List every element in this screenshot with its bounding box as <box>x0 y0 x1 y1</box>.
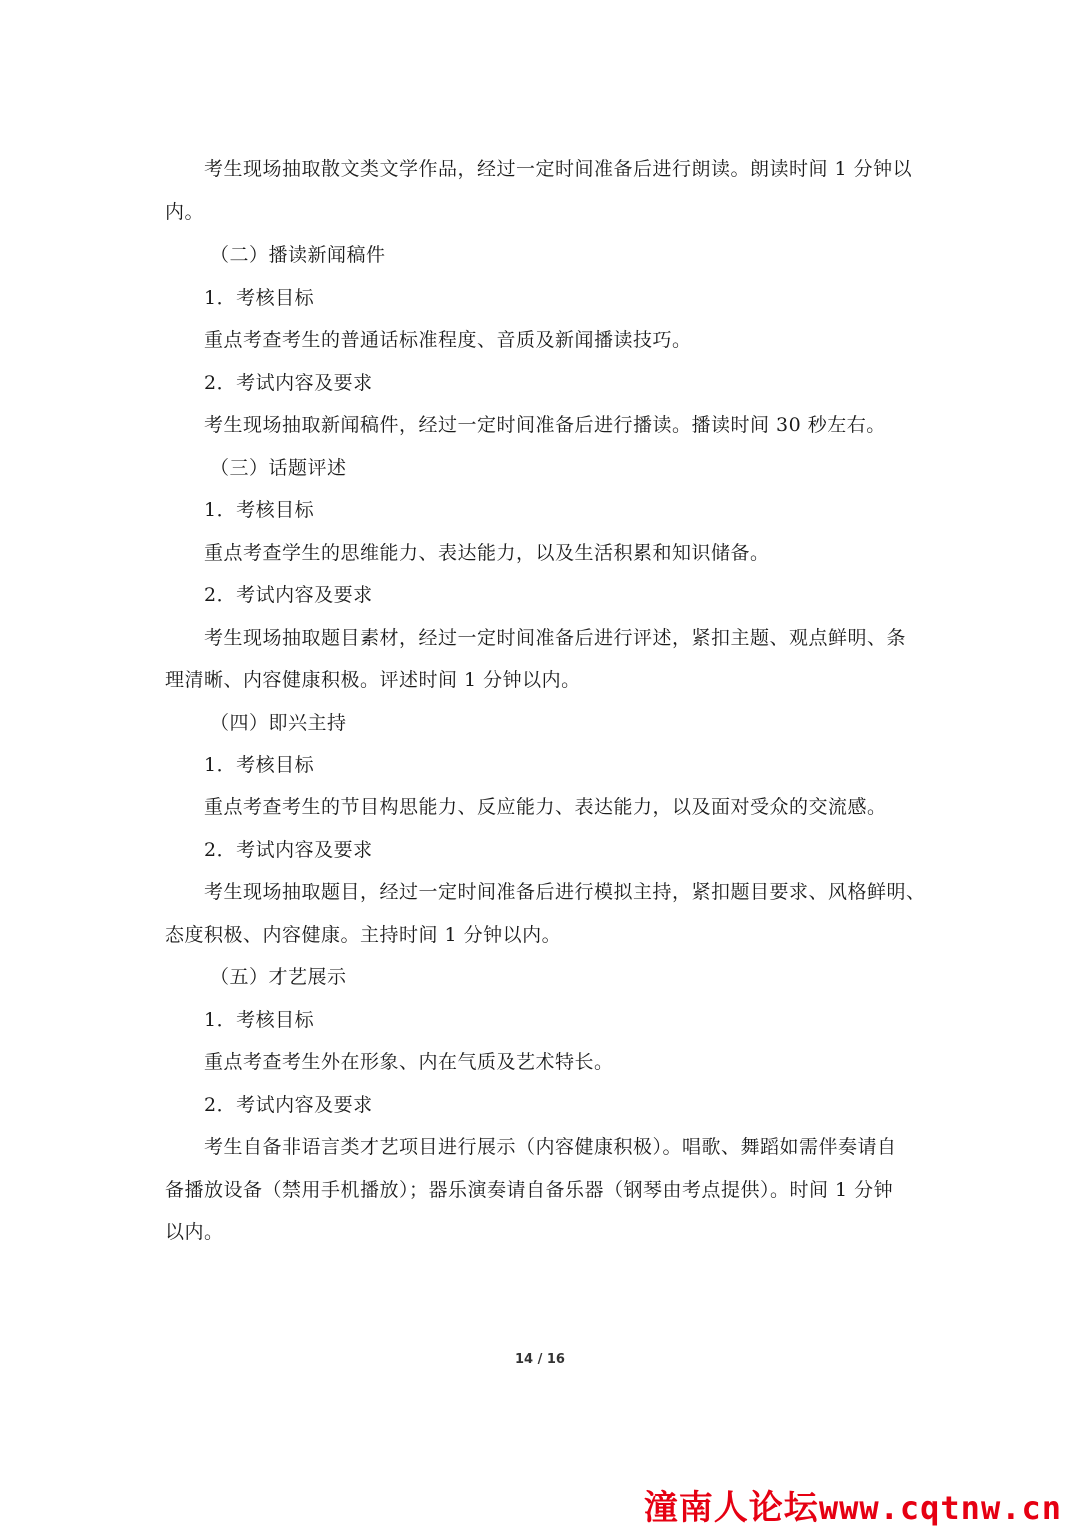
paragraph-line: 考生现场抽取散文类文学作品，经过一定时间准备后进行朗读。朗读时间 1 分钟以 <box>204 158 913 180</box>
paragraph-line: 考生现场抽取新闻稿件，经过一定时间准备后进行播读。播读时间 30 秒左右。 <box>204 414 886 436</box>
site-watermark <box>644 1480 1062 1529</box>
paragraph-line: 态度积极、内容健康。主持时间 1 分钟以内。 <box>165 924 562 946</box>
subsection-heading: 1．考核目标 <box>204 287 315 309</box>
paragraph-line: 重点考查考生的节目构思能力、反应能力、表达能力，以及面对受众的交流感。 <box>204 796 887 818</box>
watermark-site-name: 潼南人论坛 <box>643 1488 819 1528</box>
paragraph-line: 内。 <box>165 201 205 223</box>
paragraph-line: 理清晰、内容健康积极。评述时间 1 分钟以内。 <box>165 669 581 691</box>
subsection-heading: 2．考试内容及要求 <box>204 1094 373 1116</box>
page-number: 14 / 16 <box>515 1352 565 1367</box>
paragraph-line: 考生现场抽取题目素材，经过一定时间准备后进行评述，紧扣主题、观点鲜明、条 <box>204 627 907 649</box>
paragraph-line: 重点考查考生外在形象、内在气质及艺术特长。 <box>204 1051 614 1073</box>
paragraph-line: 以内。 <box>165 1221 224 1243</box>
subsection-heading: 1．考核目标 <box>204 754 315 776</box>
watermark-site-url: www.cqtnw.cn <box>818 1489 1062 1527</box>
section-heading: （三）话题评述 <box>210 457 347 479</box>
paragraph-line: 考生自备非语言类才艺项目进行展示（内容健康积极）。唱歌、舞蹈如需伴奏请自 <box>204 1136 897 1158</box>
subsection-heading: 2．考试内容及要求 <box>204 372 373 394</box>
section-heading: （五）才艺展示 <box>210 966 347 988</box>
subsection-heading: 2．考试内容及要求 <box>204 584 373 606</box>
subsection-heading: 2．考试内容及要求 <box>204 839 373 861</box>
paragraph-line: 重点考查学生的思维能力、表达能力，以及生活积累和知识储备。 <box>204 542 770 564</box>
section-heading: （二）播读新闻稿件 <box>210 244 386 266</box>
paragraph-line: 考生现场抽取题目，经过一定时间准备后进行模拟主持，紧扣题目要求、风格鲜明、 <box>204 881 926 903</box>
paragraph-line: 重点考查考生的普通话标准程度、音质及新闻播读技巧。 <box>204 329 692 351</box>
subsection-heading: 1．考核目标 <box>204 1009 315 1031</box>
subsection-heading: 1．考核目标 <box>204 499 315 521</box>
paragraph-line: 备播放设备（禁用手机播放）；器乐演奏请自备乐器（钢琴由考点提供）。时间 1 分钟 <box>165 1179 894 1201</box>
section-heading: （四）即兴主持 <box>210 712 347 734</box>
